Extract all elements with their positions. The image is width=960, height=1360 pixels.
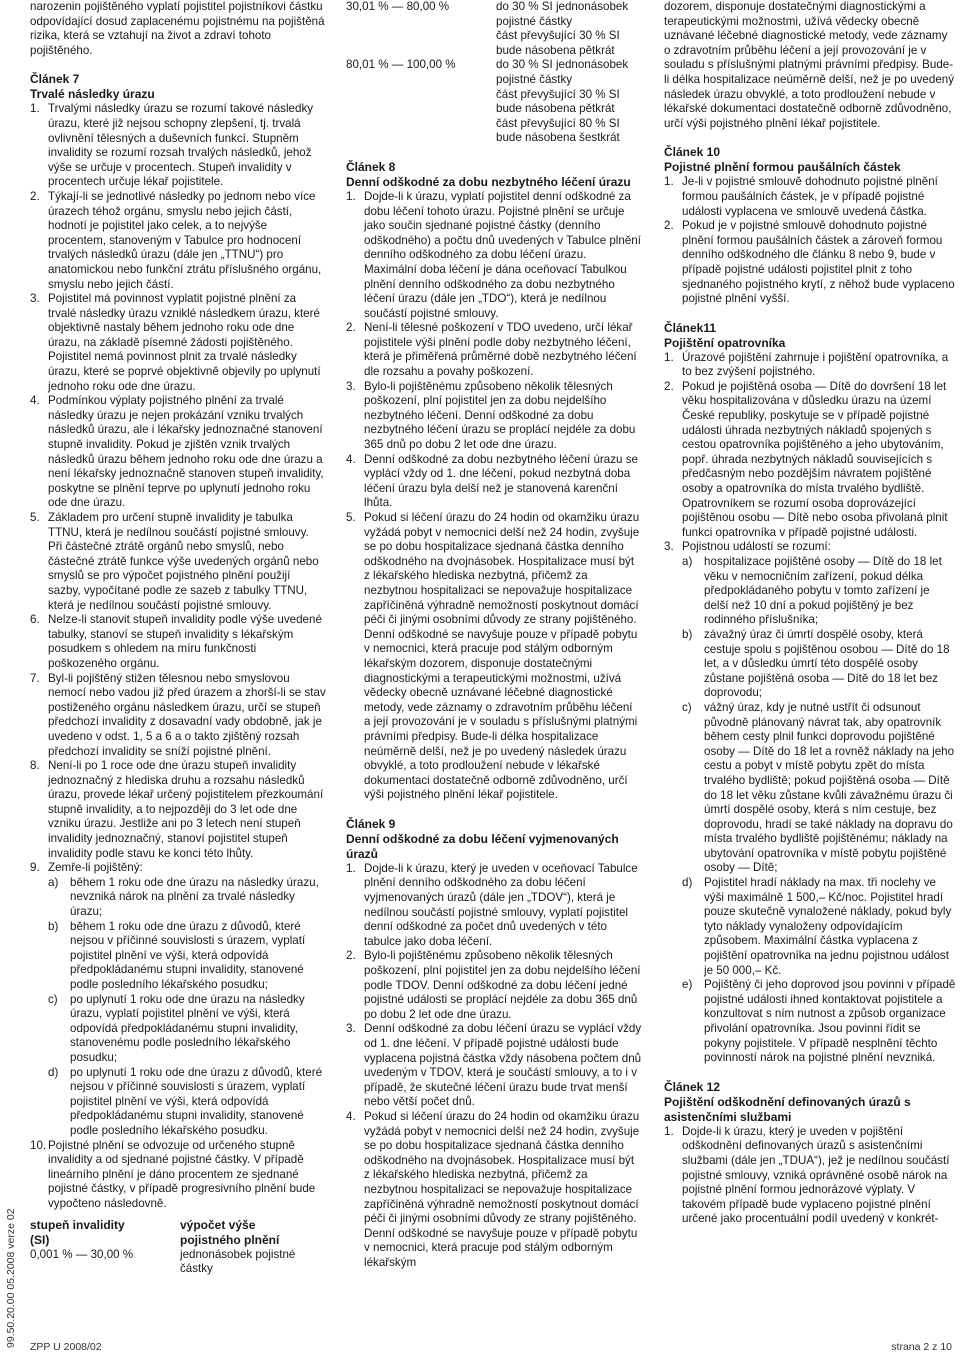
article-7-subtitle: Trvalé následky úrazu <box>30 87 155 102</box>
article-9-title: Článek 9 <box>346 816 396 831</box>
footer-document-id: ZPP U 2008/02 <box>30 1341 102 1353</box>
invalidity-table-row: 80,01 % — 100,00 % do 30 % SI jednonásobek pojistné částky část převyšující 30 % SI bude násobena pětkrát část převyšující 80 % SI bude násobena šestkrát <box>346 58 629 145</box>
list-item: 10. Pojistné plnění se odvozuje od určeného stupně invalidity a od sjednané pojistné částky. V případě lineárního plnění je dáno procentem ze sjednané pojistné částky, v případě progresivního plnění bude vypočteno následovně. <box>30 1138 316 1210</box>
list-item: 1. Dojde-li k úrazu, který je uveden v pojištění odškodnění definovaných úrazů s asistenčními službami (dále jen „TDUA“), jež je nedílnou součástí pojistné smlouvy, vzniká oprávněné osobě nárok na pojistné plnění formou jednorázové výplaty. V takovém případě bude vyplaceno pojistné plnění určené jako procentuální podíl uvedený v konkrét- <box>664 1124 950 1226</box>
list-item: 5. Pokud si léčení úrazu do 24 hodin od okamžiku úrazu vyžádá pobyt v nemocnici delší než 24 hodin, zvyšuje se po dobu hospitalizace sjednaná částka denního odškodného na dvojnásobek. Hospitalizace musí být z lékařského hlediska nezbytná, přičemž za nezbytnou hospitalizaci se nepovažuje hospitalizace zapříčiněná výhradně nemožností poskytnout domácí péči či jinými osobními důvody ze strany pojištěného. Denní odškodné se navyšuje pouze v případě pobytu v nemocnici, která pracuje pod stálým odborným lékařským dozorem, disponuje dostatečnými diagnostickými a terapeutickými možnostmi, užívá vědecky obecně uznávané léčebné diagnostické metody, vede záznamy o zdravotním průběhu léčení a její provozování je v souladu s příslušnými platnými právními předpisy. Bude-li délka hospitalizace neúměrně delší, než je po uvedený následek úrazu obvyklé, a toto prodloužení nebude v lékařské dokumentaci dostatečně odborně zdůvodněno, určí výši pojistného plnění lékař pojistitele. <box>346 511 640 802</box>
list-item: 1. Je-li v pojistné smlouvě dohodnuto pojistné plnění formou paušálních částek, je v případě pojistné události vyplacena ve smlouvě uvedená částka. <box>664 175 938 218</box>
sub-item: d) po uplynutí 1 roku ode dne úrazu z důvodů, které nejsou v příčinné souvislosti s úrazem, vyplatí pojistitel plnění ve výši, která odpovídá předpokládanému stupni invalidity, stanovené podle posledního lékařského posudku. <box>48 1065 323 1137</box>
list-item: 4. Pokud si léčení úrazu do 24 hodin od okamžiku úrazu vyžádá pobyt v nemocnici delší než 24 hodin, zvyšuje se po dobu hospitalizace sjednaná částka denního odškodného na dvojnásobek. Hospitalizace musí být z lékařského hlediska nezbytná, přičemž za nezbytnou hospitalizaci se nepovažuje hospitalizace zapříčiněná výhradně nemožností poskytnout domácí péči či jinými osobními důvody ze strany pojištěného. Denní odškodné se navyšuje pouze v případě pobytu v nemocnici, která pracuje pod stálým odborným lékařským <box>346 1109 640 1269</box>
list-item: 2. Bylo-li pojištěnému způsobeno několik tělesných poškození, plní pojistitel jen za dobu nejdelšího léčení podle TDOV. Denní odškodné za dobu léčení jedné pojistné události se proplácí nejdéle za dobu 365 dnů po dobu 2 let ode dne úrazu. <box>346 949 641 1021</box>
continued-paragraph: dozorem, disponuje dostatečnými diagnostickými a terapeutickými možnostmi, užívá vědecky obecně uznávané léčebné diagnostické metody, vede záznamy o zdravotním průběhu léčení a její provozování je v souladu s příslušnými platnými právními předpisy. Bude-li délka hospitalizace neúměrně delší, než je po uvedený následek úrazu obvyklé, a toto prodloužení nebude v lékařské dokumentaci dostatečně odborně zdůvodněno, určí výši pojistného plnění lékař pojistitele. <box>664 0 955 130</box>
list-item: 1. Dojde-li k úrazu, vyplatí pojistitel denní odškodné za dobu léčení tohoto úrazu. Pojistné plnění se určuje jako součin sjednané pojistné částky (denního odškodného) a počtu dnů uvedených v Tabulce plnění denního odškodného za dobu léčení úrazu. Maximální doba léčení je dána oceňovací Tabulkou plnění denního odškodného za dobu nezbytného léčení úrazu (dále jen „TDO“), která je nedílnou součástí pojistné smlouvy. <box>346 189 641 320</box>
list-item: 3. Pojistnou událostí se rozumí: <box>664 540 831 554</box>
sub-item: c) vážný úraz, kdy je nutné ustřít či odsunout původně plánovaný návrat tak, aby opatrovník během cesty plnil funkci doprovodu pojištěné osoby — Dítě do 18 let a rovněž náklady na jeho cestu a pobyt v místě pobytu zpět do místa trvalého bydliště; pokud pojištěná osoba — Dítě do 18 let věku zůstane kvůli závažnému úrazu či úmrtí dospělé osoby, která s ním cestuje, bez doprovodu, hradí se také náklady na dopravu do místa trvalého bydliště pojištěnému; náklady na ubytování opatrovníka v místě pobytu pojištěné osoby — Dítě; <box>682 700 955 875</box>
list-item: 4. Denní odškodné za dobu nezbytného léčení úrazu se vyplácí vždy od 1. dne léčení, pokud nezbytná doba léčení úrazu byla delší než je stanovená karenční lhůta. <box>346 452 638 510</box>
footer-page-number: strana 2 z 10 <box>891 1341 952 1353</box>
list-item: 4. Podmínkou výplaty pojistného plnění za trvalé následky úrazu je nejen prokázání vzniku trvalých následků úrazu, ale i lékařsky jednoznačné stanovení stupně invalidity. Pokud je zjištěn vznik trvalých následků úrazu během jednoho roku ode dne úrazu a není lékařsky jednoznačně stanoven stupeň invalidity, poskytne se plnění teprve po uplynutí jednoho roku ode dne úrazu. <box>30 394 324 510</box>
list-item: 1. Dojde-li k úrazu, který je uveden v oceňovací Tabulce plnění denního odškodného za dobu léčení vyjmenovaných úrazů (dále jen „TDOV“), která je nedílnou součástí pojistné smlouvy, vyplatí pojistitel denní odškodné za počet dnů uvedených v této tabulce jako doba léčení. <box>346 861 638 948</box>
list-item: 9. Zemře-li pojištěný: <box>30 861 143 875</box>
intro-paragraph: narozenin pojištěného vyplatí pojistitel pojistníkovi částku odpovídající dosud zaplacenému pojistnému na pojištěná rizika, která se vztahují na život a zdraví tohoto pojištěného. <box>30 0 325 57</box>
list-item: 1. Trvalými následky úrazu se rozumí takové následky úrazu, které již nejsou schopny zlepšení, tj. trvalá ovlivnění tělesných a duševních funkcí. Stupněm invalidity se rozumí rozsah trvalých následků, jehož výše se určuje v procentech. Stupeň invalidity v procentech určuje lékař pojistitele. <box>30 102 314 189</box>
list-item: 8. Není-li po 1 roce ode dne úrazu stupeň invalidity jednoznačný z hlediska druhu a rozsahu následků úrazu, provede lékař určený pojistitelem přezkoumání stupně invalidity, a to nejpozději do 3 let ode dne vzniku úrazu. Jestliže ani po 3 letech není stupeň invalidity jednoznačný, stanoví pojistitel stupeň invalidity podle stavu ke konci této lhůty. <box>30 759 324 860</box>
sub-item: e) Pojištěný či jeho doprovod jsou povinni v případě pojistné události ihned kontaktovat pojistitele a konzultovat s ním nutnost a způsob organizace přivolání opatrovníka. Jsou povinni řídit se pokyny pojistitele. V případě nesplnění těchto povinností nárok na pojistné plnění nevzniká. <box>682 978 956 1065</box>
sub-item: d) Pojistitel hradí náklady na max. tři noclehy ve výši maximálně 1 500,– Kč/noc. Pojistitel hradí pouze skutečně vynaložené náklady, pokud byly tyto náklady vynaloženy odpovídajícím způsobem. Maximální částka vyplacena z pojištění opatrovníka na jednu pojistnou událost je 50 000,– Kč. <box>682 876 952 977</box>
list-item: 3. Pojistitel má povinnost vyplatit pojistné plnění za trvalé následky úrazu vzniklé následkem úrazu, které objektivně nastaly během jednoho roku ode dne úrazu, na základě písemné žádosti pojištěného. Pojistitel nemá povinnost plnit za trvalé následky úrazu, které se poprvé objektivně objevily po uplynutí jednoho roku ode dne úrazu. <box>30 292 321 393</box>
side-document-code: 99.50.20.00 05.2008 verze 02 <box>5 1208 17 1348</box>
sub-item: b) během 1 roku ode dne úrazu z důvodů, které nejsou v příčinné souvislosti s úrazem, vyplatí pojistitel plnění ve výši, která odpovídá předpokládanému stupni invalidity, stanovené podle posledního lékařského posudku; <box>48 919 306 991</box>
article-10-title: Článek 10 <box>664 145 721 160</box>
article-8-subtitle: Denní odškodné za dobu nezbytného léčení úrazu <box>346 174 631 189</box>
list-item: 7. Byl-li pojištěný stižen tělesnou nebo smyslovou nemocí nebo vadou již před úrazem a zhorší-li se stav postiženého orgánu následkem úrazu, určí se stupeň předchozí invalidity z dosavadní vady obdobně, jak je uvedeno v odst. 1, 5 a 6 a o takto zjištěný rozsah předchozí invalidity se sníží pojistné plnění. <box>30 671 326 758</box>
article-12-title: Článek 12 <box>664 1079 721 1094</box>
sub-item: a) hospitalizace pojištěné osoby — Dítě do 18 let věku v nemocničním zařízení, pokud délka předpokládaného pobytu v tomto zařízení je delší než 10 dní a pokud pojištěný je bez rodinného příslušníka; <box>682 555 942 627</box>
article-10-subtitle: Pojistné plnění formou paušálních částek <box>664 160 901 175</box>
list-item: 5. Základem pro určení stupně invalidity je tabulka TTNU, která je nedílnou součástí pojistné smlouvy. Při částečné ztrátě orgánů nebo smyslů, nebo částečné ztrátě funkce výše uvedených orgánů nebo smyslů se pro výpočet pojistného plnění použijí sazby, vypočítané podle ze sazeb z tabulky TTNU, která je nedílnou součástí pojistné smlouvy. <box>30 511 319 612</box>
sub-item: a) během 1 roku ode dne úrazu na následky úrazu, nevzniká nárok na plnění za trvalé následky úrazu; <box>48 875 319 919</box>
list-item: 2. Pokud je pojištěná osoba — Dítě do dovršení 18 let věku hospitalizována v důsledku úrazu na území České republiky, poskytuje se v případě pojistné události úhrada nezbytných nákladů spojených s cestou opatrovníka pojištěného a jeho ubytováním, popř. úhrada nezbytných nákladů souvisejících s předčasným nebo pozdějším návratem pojištěné osoby a opatrovníka do místa trvalého bydliště. Opatrovníkem se rozumí osoba doprovázející pojištěnou osobu — Dítě nebo osoba přivolaná plnit funkci opatrovníka v případě pojistné události. <box>664 379 948 539</box>
article-12-subtitle: Pojištění odškodnění definovaných úrazů s asistenčními službami <box>664 1094 911 1124</box>
column-2 <box>346 0 642 1271</box>
sub-item: c) po uplynutí 1 roku ode dne úrazu na následky úrazu, vyplatí pojistitel plnění ve výši, která odpovídá předpokládanému stupni invalidity, stanovenému podle posledního lékařského posudku; <box>48 992 305 1064</box>
list-item: 3. Bylo-li pojištěnému způsobeno několik tělesných poškození, plní pojistitel jen za dobu nejdelšího nezbytného léčení. Denní odškodné za dobu nezbytného léčení úrazu se proplácí nejdéle za dobu 365 dnů po dobu 2 let ode dne úrazu. <box>346 379 636 452</box>
article-11-title: Článek11 <box>664 320 717 335</box>
article-11-subtitle: Pojištění opatrovníka <box>664 335 786 350</box>
sub-item: b) závažný úraz či úmrtí dospělé osoby, která cestuje spolu s pojištěnou osobou — Dítě do 18 let, a v důsledku úmrtí této dospělé osoby zůstane pojištěná osoba — Dítě do 18 let bez doprovodu; <box>682 627 950 700</box>
list-item: 2. Týkají-li se jednotlivé následky po jednom nebo více úrazech téhož orgánu, smyslu nebo jejich částí, hodnotí je pojistitel jako celek, a to nejvýše procentem, stanoveným v Tabulce pro hodnocení trvalých následků úrazu (dále jen „TTNU“) pro anatomickou nebo funkční ztrátu příslušného orgánu, smyslu nebo jejich částí. <box>30 189 322 291</box>
list-item: 1. Úrazové pojištění zahrnuje i pojištění opatrovníka, a to bez zvýšení pojistného. <box>664 350 949 379</box>
column-1 <box>30 0 326 1277</box>
article-7-title: Článek 7 <box>30 72 80 87</box>
article-8-title: Článek 8 <box>346 159 396 174</box>
article-9-subtitle: Denní odškodné za dobu léčení vyjmenovaných úrazů <box>346 831 619 861</box>
invalidity-table-header: stupeň invalidity (SI) výpočet výše pojistného plnění <box>30 1217 280 1247</box>
invalidity-table-row: 0,001 % — 30,00 % jednonásobek pojistné částky <box>30 1247 296 1276</box>
list-item: 6. Nelze-li stanovit stupeň invalidity podle výše uvedené tabulky, stanoví se stupeň invalidity s lékařským posudkem s ohledem na míru funkčnosti poškozeného orgánu. <box>30 613 322 670</box>
list-item: 2. Pokud je v pojistné smlouvě dohodnuto pojistné plnění formou paušálních částek a zároveň formou denního odškodného dle článku 8 nebo 9, bude v případě pojistné události pojistitel plnit z toho sjednaného pojistného krytí, z něhož bude vyplaceno pojistné plnění vyšší. <box>664 219 955 306</box>
list-item: 3. Denní odškodné za dobu léčení úrazu se vyplácí vždy od 1. dne léčení. V případě pojistné události bude vyplacena pojistná částka vždy násobena počtem dnů uvedeným v TDOV, která je součástí smlouvy, a to i v případě, že skutečné léčení úrazu bude trvat menší nebo větší počet dnů. <box>346 1022 642 1109</box>
article-7-items <box>30 102 326 1211</box>
column-3 <box>664 0 956 1227</box>
invalidity-table-row: 30,01 % — 80,00 % do 30 % SI jednonásobek pojistné částky část převyšující 30 % SI bude násobena pětkrát <box>346 0 629 57</box>
list-item: 2. Není-li tělesné poškození v TDO uvedeno, určí lékař pojistitele výši plnění podle doby nezbytného léčení, která je přiměřená průměrné době nezbytného léčení dle rozsahu a povahy poškození. <box>346 321 637 379</box>
